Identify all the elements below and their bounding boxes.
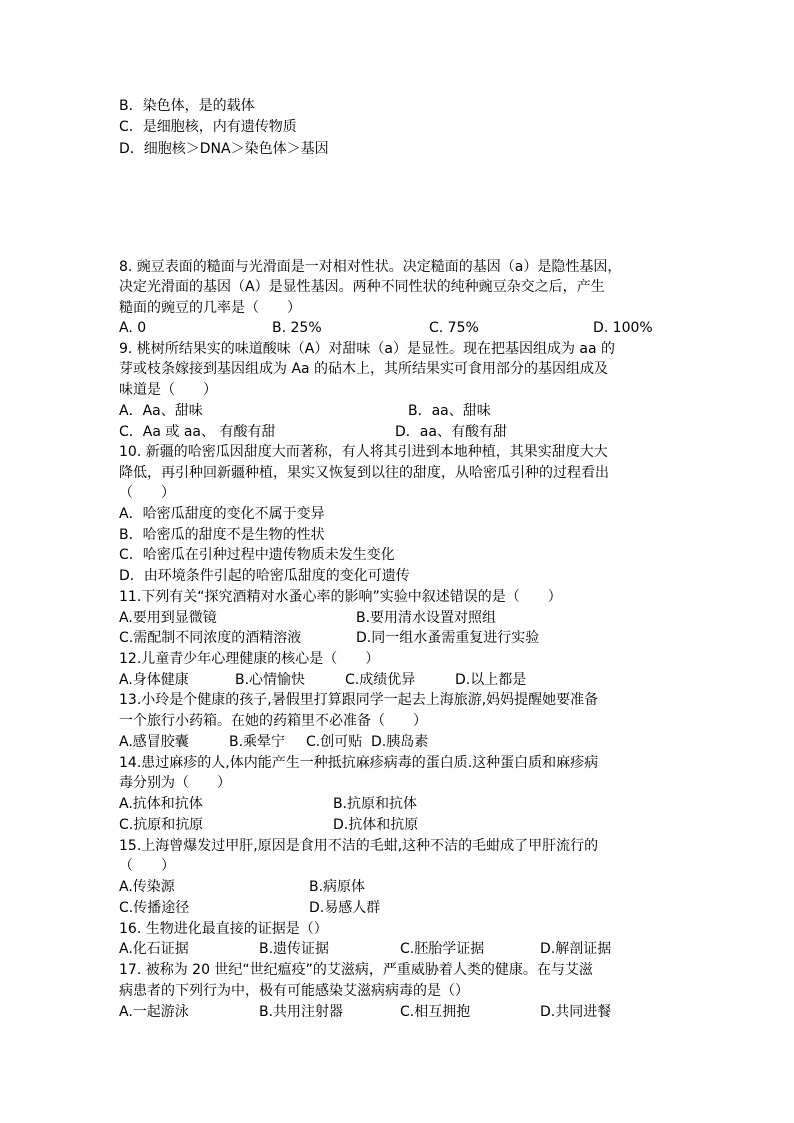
q10-stem-line-3: （ ） [119, 485, 175, 501]
q14-option-b: B.抗原和抗体 [333, 796, 418, 812]
q16-option-c: C.胚胎学证据 [400, 941, 485, 957]
q8-option-a: A. 0 [119, 320, 147, 336]
q17-option-a: A.一起游泳 [119, 1004, 189, 1020]
q14-option-d: D.抗体和抗原 [333, 817, 419, 833]
q8-option-d: D. 100% [593, 320, 653, 336]
q14-stem-line-2: 毒分别为（ ） [119, 775, 231, 791]
q9-option-a: A．Aa、甜味 [119, 403, 203, 419]
q10-option-d: D．由环境条件引起的哈密瓜甜度的变化可遗传 [119, 568, 410, 584]
q8-option-b: B. 25% [272, 320, 322, 336]
q11-option-c: C.需配制不同浓度的酒精溶液 [119, 630, 302, 646]
q10-stem-line-2: 降低，再引种回新疆种植，果实又恢复到以往的甜度，从哈密瓜引种的过程看出 [119, 465, 609, 481]
q11-option-b: B.要用清水设置对照组 [356, 610, 497, 626]
q9-stem-line-3: 味道是（ ） [119, 382, 217, 398]
q12-option-a: A.身体健康 [119, 672, 189, 688]
prev-option-d: D．细胞核＞DNA＞染色体＞基因 [119, 141, 329, 157]
q16-stem-line-1: 16. 生物进化最直接的证据是（） [119, 921, 328, 937]
q12-option-b: B.心情愉快 [235, 672, 306, 688]
q10-stem-line-1: 10. 新疆的哈密瓜因甜度大而著称，有人将其引进到本地种植，其果实甜度大大 [119, 444, 608, 460]
q13-option-a: A.感冒胶囊 [119, 734, 189, 750]
q14-option-c: C.抗原和抗原 [119, 817, 204, 833]
q8-stem-line-1: 8. 豌豆表面的糙面与光滑面是一对相对性状。决定糙面的基因（a）是隐性基因， [119, 259, 622, 275]
q11-option-d: D.同一组水蚤需重复进行实验 [356, 630, 540, 646]
q17-option-b: B.共用注射器 [259, 1004, 344, 1020]
q15-option-a: A.传染源 [119, 879, 175, 895]
q15-stem-line-2: （ ） [119, 858, 175, 874]
q15-option-c: C.传播途径 [119, 900, 190, 916]
q9-option-b: B．aa、甜味 [408, 403, 491, 419]
q17-option-d: D.共同进餐 [540, 1004, 612, 1020]
q14-stem-line-1: 14.患过麻疹的人,体内能产生一种抵抗麻疹病毒的蛋白质.这种蛋白质和麻疹病 [119, 755, 599, 771]
q12-option-d: D.以上都是 [455, 672, 527, 688]
q10-option-b: B．哈密瓜的甜度不是生物的性状 [119, 527, 325, 543]
q13-stem-line-2: 一个旅行小药箱。在她的药箱里不必准备（ ） [119, 713, 427, 729]
q15-option-b: B.病原体 [309, 879, 366, 895]
q13-option-c: C.创可贴 [306, 734, 363, 750]
q17-stem-line-2: 病患者的下列行为中，极有可能感染艾滋病病毒的是（） [119, 983, 469, 999]
q14-option-a: A.抗体和抗体 [119, 796, 203, 812]
q8-option-c: C. 75% [429, 320, 479, 336]
q17-stem-line-1: 17. 被称为 20 世纪“世纪瘟疫”的艾滋病，严重威胁着人类的健康。在与艾滋 [119, 962, 593, 978]
q10-option-c: C．哈密瓜在引种过程中遗传物质未发生变化 [119, 547, 395, 563]
q15-stem-line-1: 15.上海曾爆发过甲肝,原因是食用不洁的毛蚶,这种不洁的毛蚶成了甲肝流行的 [119, 838, 599, 854]
q9-stem-line-1: 9. 桃树所结果实的味道酸味（A）对甜味（a）是显性。现在把基因组成为 aa 的 [119, 341, 616, 357]
prev-option-b: B．染色体，是的载体 [119, 98, 255, 114]
q9-option-c: C．Aa 或 aa、 有酸有甜 [119, 424, 276, 440]
q15-option-d: D.易感人群 [309, 900, 381, 916]
q16-option-a: A.化石证据 [119, 941, 189, 957]
q11-option-a: A.要用到显微镜 [119, 610, 217, 626]
q17-option-c: C.相互拥抱 [400, 1004, 471, 1020]
prev-option-c: C．是细胞核，内有遗传物质 [119, 119, 297, 135]
q13-option-b: B.乘晕宁 [229, 734, 286, 750]
q12-option-c: C.成绩优异 [345, 672, 416, 688]
q10-option-a: A．哈密瓜甜度的变化不属于变异 [119, 506, 325, 522]
q9-option-d: D．aa、有酸有甜 [395, 424, 507, 440]
q8-stem-line-2: 决定光滑面的基因（A）是显性基因。两种不同性状的纯种豌豆杂交之后，产生 [119, 279, 605, 295]
q11-stem-line-1: 11.下列有关“探究酒精对水蚤心率的影响”实验中叙述错误的是（ ） [119, 589, 562, 605]
q16-option-b: B.遗传证据 [259, 941, 330, 957]
q16-option-d: D.解剖证据 [540, 941, 612, 957]
q12-stem-line-1: 12.儿童青少年心理健康的核心是（ ） [119, 651, 380, 667]
q8-stem-line-3: 糙面的豌豆的几率是（ ） [119, 300, 301, 316]
q13-stem-line-1: 13.小玲是个健康的孩子,暑假里打算跟同学一起去上海旅游,妈妈提醒她要准备 [119, 692, 599, 708]
q9-stem-line-2: 芽或枝条嫁接到基因组成为 Aa 的砧木上，其所结果实可食用部分的基因组成及 [119, 361, 609, 377]
q13-option-d: D.胰岛素 [371, 734, 429, 750]
